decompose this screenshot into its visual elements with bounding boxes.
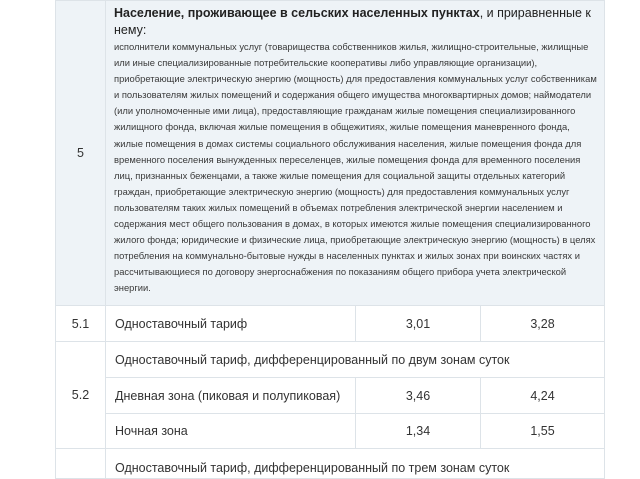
row-number: 5.1 <box>56 306 106 342</box>
category-description: исполнители коммунальных услуг (товарищества собственников жилья, жилищно-строительные, жилищные или иные специализированные потребительские кооперативы либо управляющие организации), приобретающие электрическую энергию (мощность) для предоставления коммунальных услуг собственникам и пользователям жилых помещений и содержания общего имущества многоквартирных домов; наймодатели (или уполномоченные ими лица), предоставляющие гражданам жилые помещения специализированного жилищного фонда, включая жилые помещения в общежитиях, жилые помещения маневренного фонда, жилые помещения в домах системы социального обслуживания населения, жилые помещения фонда для временного поселения вынужденных переселенцев, жилые помещения фонда для временного поселения лиц, признанных беженцами, а также жилые помещения для социальной защиты отдельных категорий граждан, приобретающие электрическую энергию (мощность) для предоставления коммунальных услуг пользователям таких жилых помещений в объемах потребления электрической энергии населением и содержания мест общего пользования в домах, в которых имеются жилые помещения специализированного жилого фонда; юридические и физические лица, приобретающие электрическую энергию (мощность) в целях потребления на коммунально-бытовые нужды в населенных пунктах и жилых зонах при воинских частях и рассчитывающиеся по договору энергоснабжения по показаниям общего прибора учета электрической энергии. <box>114 41 597 294</box>
tariff-value-1: 1,34 <box>356 414 481 449</box>
category-title-bold: Население, проживающее в сельских населенных пунктах <box>114 6 480 20</box>
table-row-5 <box>56 1 605 306</box>
category-description-cell <box>106 1 605 306</box>
row-number: 5.2 <box>56 342 106 449</box>
tariff-value-1: 3,01 <box>356 306 481 342</box>
table-row-day-zone <box>56 378 605 414</box>
table-row-night-zone <box>56 414 605 449</box>
table-row-cut <box>56 449 605 479</box>
row-number <box>56 449 106 479</box>
tariff-group-label: Одноставочный тариф, дифференцированный по двум зонам суток <box>106 342 605 378</box>
tariff-value-2: 3,28 <box>481 306 605 342</box>
tariff-label: Одноставочный тариф <box>106 306 356 342</box>
tariff-label: Ночная зона <box>106 414 356 449</box>
tariff-value-1: 3,46 <box>356 378 481 414</box>
tariff-group-label: Одноставочный тариф, дифференцированный по трем зонам суток <box>106 449 605 479</box>
category-title <box>114 5 597 39</box>
tariff-table <box>55 0 605 479</box>
table-row-5-2 <box>56 342 605 378</box>
tariff-value-2: 1,55 <box>481 414 605 449</box>
category-title-rest: , и приравненные к нему: <box>114 6 591 37</box>
tariff-label: Дневная зона (пиковая и полупиковая) <box>106 378 356 414</box>
row-number: 5 <box>56 1 106 306</box>
tariff-value-2: 4,24 <box>481 378 605 414</box>
table-row-5-1 <box>56 306 605 342</box>
